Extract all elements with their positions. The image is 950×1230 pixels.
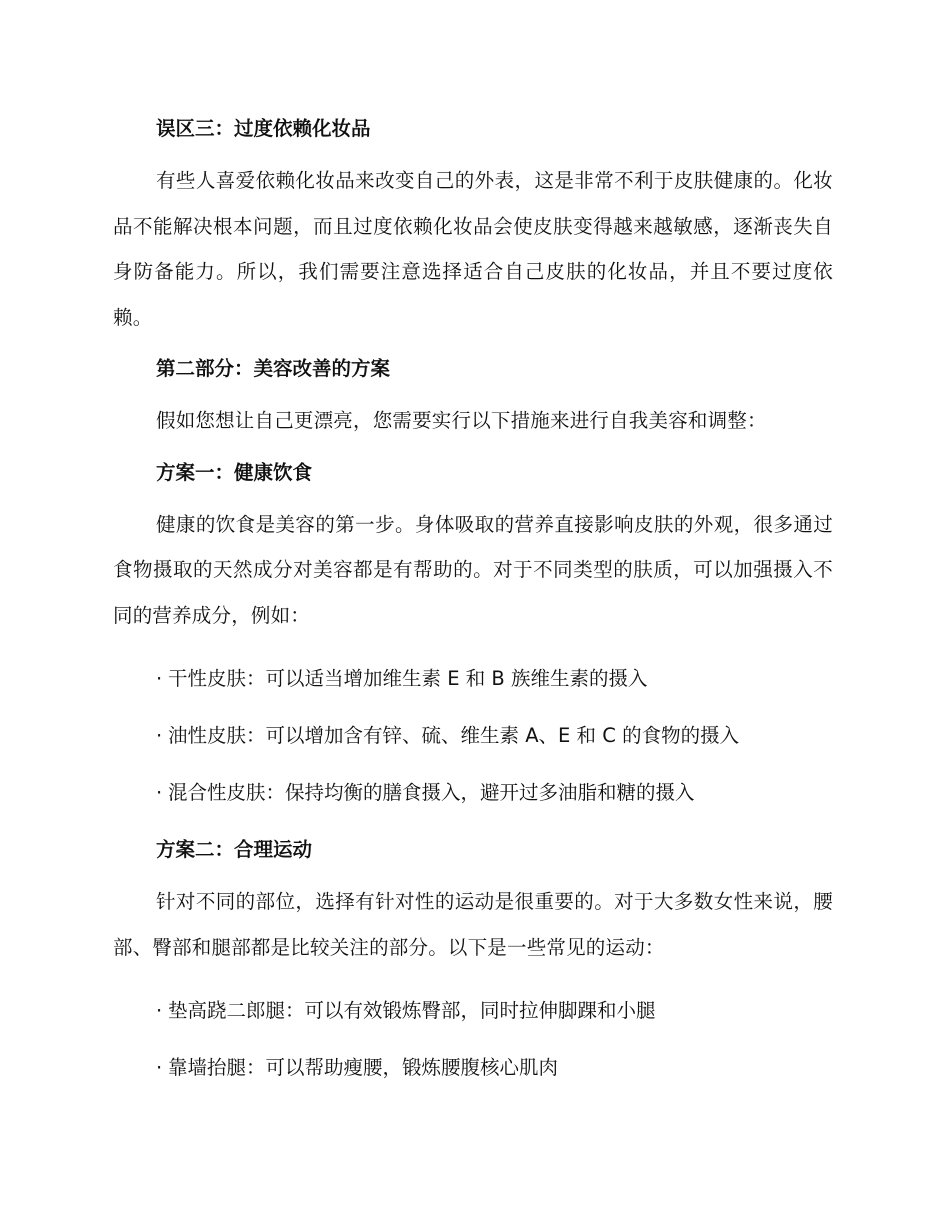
paragraph-exercise: 针对不同的部位，选择有针对性的运动是很重要的。对于大多数女性来说，腰部、臀部和腿部都是比较关注的部分。以下是一些常见的运动： <box>113 890 833 959</box>
bullet-icon: · <box>156 1056 163 1079</box>
paragraph-healthy-diet: 健康的饮食是美容的第一步。身体吸取的营养直接影响皮肤的外观，很多通过食物摄取的天然成分对美容都是有帮助的。对于不同类型的肤质，可以加强摄入不同的营养成分，例如： <box>113 512 833 627</box>
paragraph-intro-measures: 假如您想让自己更漂亮，您需要实行以下措施来进行自我美容和调整： <box>156 409 767 432</box>
bullet-icon: · <box>156 667 163 690</box>
bullet-icon: · <box>156 999 163 1022</box>
list-item-combination-skin <box>113 777 833 809</box>
list-item-text: 油性皮肤：可以增加含有锌、硫、维生素 A、E 和 C 的食物的摄入 <box>168 724 740 747</box>
list-item-text: 干性皮肤：可以适当增加维生素 E 和 B 族维生素的摄入 <box>168 667 648 690</box>
section-heading-part-two: 第二部分：美容改善的方案 <box>156 357 391 380</box>
bullet-icon: · <box>156 781 163 804</box>
document-body <box>113 113 833 1084</box>
section-heading-plan-two: 方案二：合理运动 <box>156 838 313 861</box>
list-item-text: 混合性皮肤：保持均衡的膳食摄入，避开过多油脂和糖的摄入 <box>168 781 695 804</box>
list-item-text: 垫高跷二郎腿：可以有效锻炼臀部，同时拉伸脚踝和小腿 <box>168 999 656 1022</box>
list-item-oily-skin <box>113 720 833 752</box>
list-item-text: 靠墙抬腿：可以帮助瘦腰，锻炼腰腹核心肌肉 <box>168 1056 559 1079</box>
section-heading-plan-one: 方案一：健康饮食 <box>156 460 313 484</box>
list-item-leg-exercise <box>113 995 833 1027</box>
list-item-dry-skin <box>113 663 833 695</box>
paragraph-cosmetics-dependence: 有些人喜爱依赖化妆品来改变自己的外表，这是非常不利于皮肤健康的。化妆品不能解决根本问题，而且过度依赖化妆品会使皮肤变得越来越敏感，逐渐丧失自身防备能力。所以，我们需要注意选择适合自己皮肤的化妆品，并且不要过度依赖。 <box>113 169 833 329</box>
bullet-icon: · <box>156 724 163 747</box>
list-item-wall-leg-raise <box>113 1052 833 1084</box>
section-heading-myth-three: 误区三：过度依赖化妆品 <box>156 117 371 140</box>
